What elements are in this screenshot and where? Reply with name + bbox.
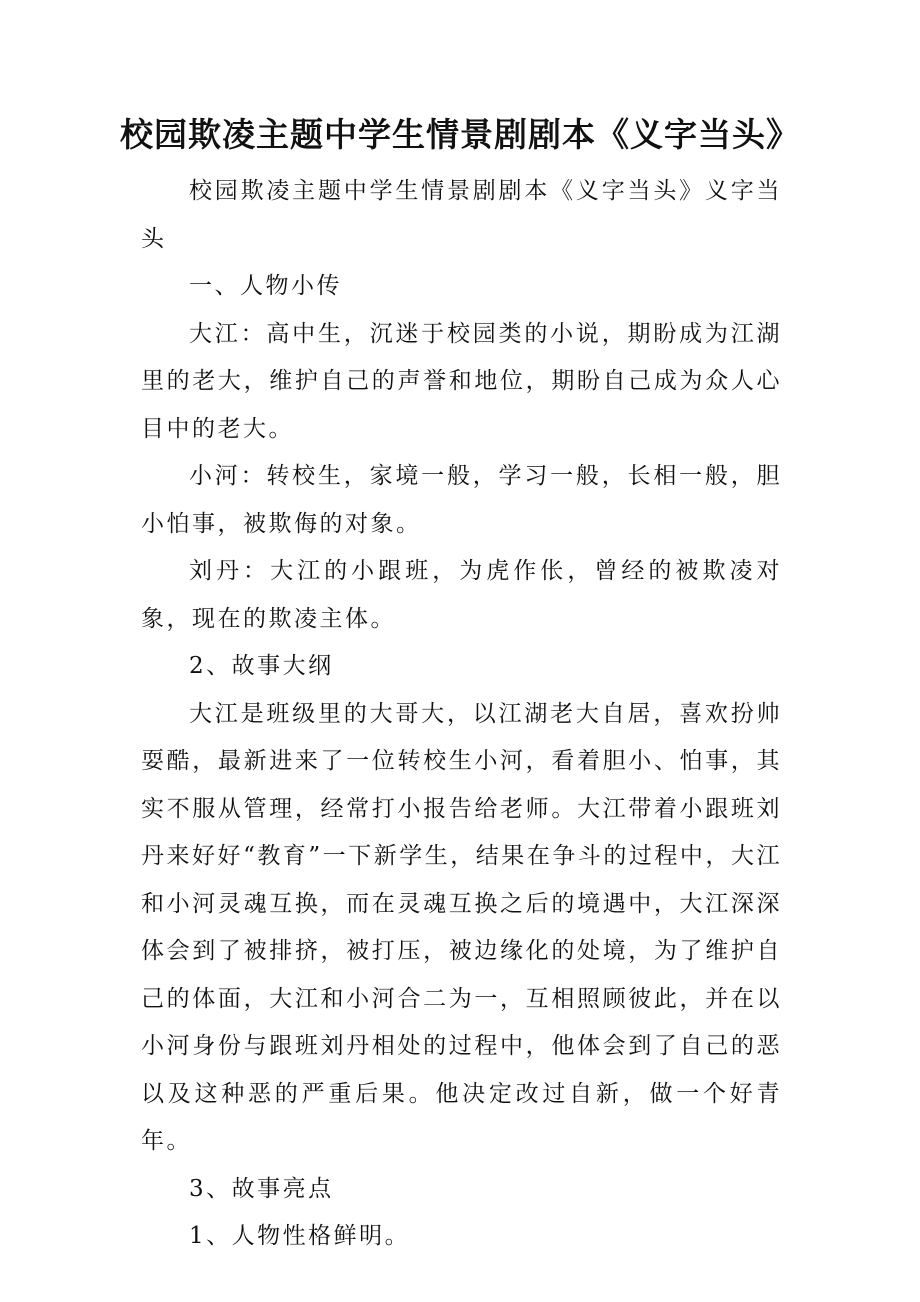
character-liudan-paragraph: 刘丹：大江的小跟班，为虎作伥，曾经的被欺凌对象，现在的欺凌主体。: [141, 558, 782, 632]
outline-paragraph: 大江是班级里的大哥大，以江湖老大自居，喜欢扮帅耍酷，最新进来了一位转校生小河，看着胆小、怕事，其实不服从管理，经常打小报告给老师。大江带着小跟班刘丹来好好“教育”一下新学生，结果在争斗的过程中，大江和小河灵魂互换，而在灵魂互换之后的境遇中，大江深深体会到了被排挤，被打压，被边缘化的处境，为了维护自己的体面，大江和小河合二为一，互相照顾彼此，并在以小河身份与跟班刘丹相处的过程中，他体会到了自己的恶以及这种恶的严重后果。他决定改过自新，做一个好青年。: [141, 700, 782, 1154]
section-heading-outline: 2、故事大纲: [189, 653, 334, 679]
section-heading-highlights: 3、故事亮点: [189, 1175, 334, 1202]
character-dajiang-paragraph: 大江：高中生，沉迷于校园类的小说，期盼成为江湖里的老大，维护自己的声誉和地位，期盼自己成为众人心目中的老大。: [141, 320, 782, 442]
highlight-item-1: 1、人物性格鲜明。: [189, 1223, 411, 1249]
section-heading-characters: 一、人物小传: [189, 273, 342, 299]
document-body: [141, 168, 782, 1261]
character-xiaohe-paragraph: 小河：转校生，家境一般，学习一般，长相一般，胆小怕事，被欺侮的对象。: [141, 463, 782, 537]
document-title: 校园欺凌主题中学生情景剧剧本《义字当头》: [120, 115, 800, 154]
intro-paragraph: 校园欺凌主题中学生情景剧剧本《义字当头》义字当头: [141, 178, 782, 252]
